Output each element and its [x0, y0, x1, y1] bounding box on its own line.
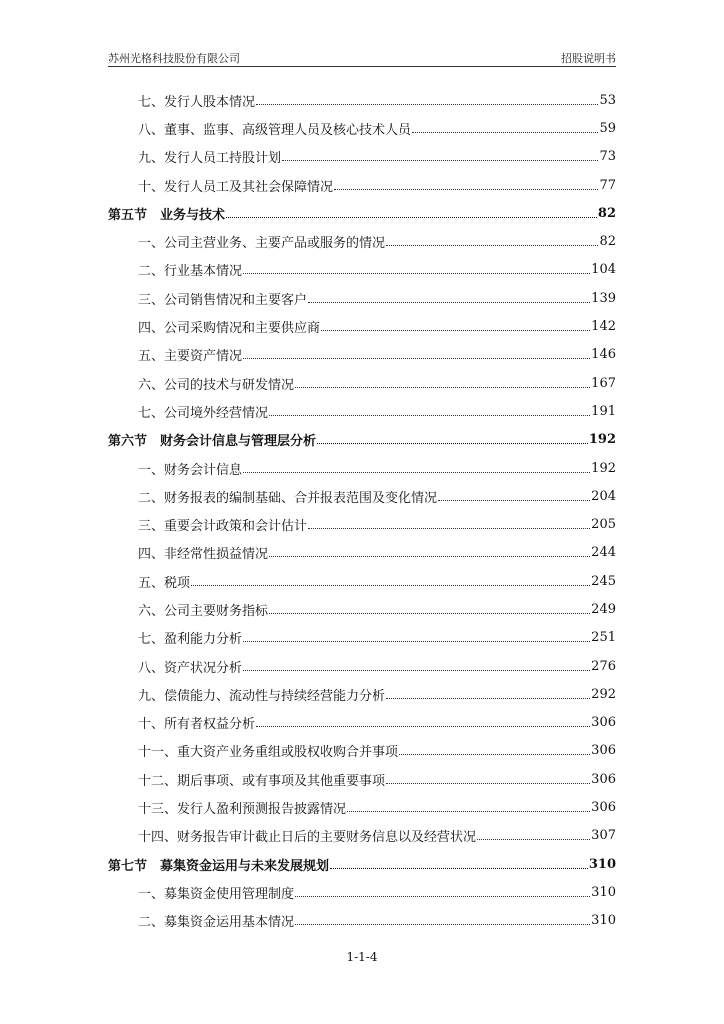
toc-entry-label: 二、行业基本情况 — [138, 264, 243, 280]
toc-entry-label: 二、财务报表的编制基础、合并报表范围及变化情况 — [138, 490, 438, 506]
toc-entry[interactable] — [108, 822, 616, 850]
dot-leader — [412, 132, 598, 133]
dot-leader — [347, 811, 590, 812]
toc-entry-page: 204 — [591, 488, 616, 504]
toc-entry[interactable] — [108, 454, 616, 482]
dot-leader — [399, 754, 590, 755]
toc-entry-label: 八、董事、监事、高级管理人员及核心技术人员 — [138, 122, 412, 138]
toc-entry[interactable] — [108, 341, 616, 369]
toc-entry-label: 第六节 财务会计信息与管理层分析 — [108, 434, 317, 450]
dot-leader — [191, 585, 590, 586]
toc-entry-page: 244 — [591, 545, 616, 561]
toc-entry-page: 191 — [591, 403, 616, 419]
toc-entry-page: 251 — [591, 630, 616, 646]
toc-entry-page: 167 — [591, 375, 616, 391]
dot-leader — [243, 670, 590, 671]
dot-leader — [269, 415, 590, 416]
toc-entry-page: 146 — [591, 347, 616, 363]
toc-entry-page: 59 — [599, 120, 616, 136]
toc-entry[interactable] — [108, 624, 616, 652]
toc-entry-page: 310 — [591, 884, 616, 900]
toc-entry-label: 七、发行人股本情况 — [138, 94, 256, 110]
toc-entry-label: 五、税项 — [138, 575, 191, 591]
toc-section-entry[interactable] — [108, 426, 616, 454]
header-rule — [108, 66, 616, 67]
toc-section-entry[interactable] — [108, 199, 616, 227]
toc-entry[interactable] — [108, 737, 616, 765]
toc-entry[interactable] — [108, 171, 616, 199]
toc-entry-label: 三、重要会计政策和会计估计 — [138, 519, 308, 535]
toc-entry-page: 307 — [591, 828, 616, 844]
toc-entry-page: 276 — [591, 658, 616, 674]
toc-entry[interactable] — [108, 709, 616, 737]
toc-entry[interactable] — [108, 793, 616, 821]
dot-leader — [386, 245, 598, 246]
toc-entry-label: 二、募集资金运用基本情况 — [138, 915, 295, 931]
dot-leader — [243, 641, 590, 642]
toc-entry-label: 第七节 募集资金运用与未来发展规划 — [108, 858, 330, 874]
company-name: 苏州光格科技股份有限公司 — [108, 52, 240, 65]
dot-leader — [256, 726, 590, 727]
dot-leader — [308, 302, 590, 303]
toc-entry-label: 七、公司境外经营情况 — [138, 405, 269, 421]
dot-leader — [243, 273, 590, 274]
toc-entry-label: 十四、财务报告审计截止日后的主要财务信息以及经营状况 — [138, 830, 477, 846]
dot-leader — [256, 104, 598, 105]
toc-entry-page: 310 — [591, 913, 616, 929]
toc-entry-page: 142 — [591, 319, 616, 335]
dot-leader — [282, 160, 598, 161]
dot-leader — [295, 387, 590, 388]
toc-entry-label: 十、所有者权益分析 — [138, 717, 256, 733]
toc-entry[interactable] — [108, 397, 616, 425]
toc-entry[interactable] — [108, 878, 616, 906]
dot-leader — [386, 783, 590, 784]
toc-entry[interactable] — [108, 369, 616, 397]
toc-entry-label: 八、资产状况分析 — [138, 660, 243, 676]
dot-leader — [243, 472, 590, 473]
dot-leader — [321, 330, 590, 331]
toc-entry-page: 245 — [591, 573, 616, 589]
toc-entry-page: 139 — [591, 290, 616, 306]
table-of-contents — [108, 86, 616, 935]
toc-entry[interactable] — [108, 907, 616, 935]
toc-entry-label: 一、募集资金使用管理制度 — [138, 886, 295, 902]
dot-leader — [308, 528, 590, 529]
toc-entry[interactable] — [108, 482, 616, 510]
toc-entry-label: 十一、重大资产业务重组或股权收购合并事项 — [138, 745, 399, 761]
dot-leader — [226, 217, 597, 218]
toc-entry[interactable] — [108, 765, 616, 793]
toc-entry-label: 一、财务会计信息 — [138, 462, 243, 478]
dot-leader — [295, 924, 590, 925]
toc-entry[interactable] — [108, 539, 616, 567]
toc-entry[interactable] — [108, 284, 616, 312]
page-header — [108, 48, 616, 66]
toc-entry[interactable] — [108, 595, 616, 623]
toc-entry[interactable] — [108, 652, 616, 680]
dot-leader — [317, 443, 588, 444]
toc-entry-page: 53 — [599, 92, 616, 108]
toc-entry-page: 205 — [591, 517, 616, 533]
toc-entry-page: 192 — [591, 460, 616, 476]
toc-entry-label: 五、主要资产情况 — [138, 349, 243, 365]
toc-entry-page: 104 — [591, 262, 616, 278]
page-number: 1-1-4 — [346, 950, 378, 964]
toc-entry[interactable] — [108, 510, 616, 538]
toc-entry-page: 292 — [591, 686, 616, 702]
document-type: 招股说明书 — [561, 52, 616, 65]
toc-entry-label: 六、公司的技术与研发情况 — [138, 377, 295, 393]
toc-entry-page: 82 — [597, 205, 616, 221]
dot-leader — [269, 613, 590, 614]
toc-entry[interactable] — [108, 143, 616, 171]
toc-entry-page: 77 — [599, 177, 616, 193]
dot-leader — [295, 896, 590, 897]
toc-entry-label: 第五节 业务与技术 — [108, 207, 226, 223]
toc-entry-page: 249 — [591, 601, 616, 617]
dot-leader — [334, 189, 598, 190]
dot-leader — [269, 556, 590, 557]
toc-entry-label: 三、公司销售情况和主要客户 — [138, 292, 308, 308]
toc-entry-page: 73 — [599, 149, 616, 165]
toc-entry[interactable] — [108, 680, 616, 708]
toc-entry-label: 七、盈利能力分析 — [138, 632, 243, 648]
toc-section-entry[interactable] — [108, 850, 616, 878]
toc-entry[interactable] — [108, 114, 616, 142]
toc-entry-label: 六、公司主要财务指标 — [138, 603, 269, 619]
toc-entry[interactable] — [108, 227, 616, 255]
toc-entry-page: 192 — [588, 432, 616, 448]
toc-entry-label: 九、偿债能力、流动性与持续经营能力分析 — [138, 688, 386, 704]
toc-entry-page: 82 — [599, 234, 616, 250]
dot-leader — [330, 868, 588, 869]
dot-leader — [477, 839, 590, 840]
toc-entry-label: 十、发行人员工及其社会保障情况 — [138, 179, 334, 195]
toc-entry-label: 九、发行人员工持股计划 — [138, 151, 282, 167]
dot-leader — [386, 698, 590, 699]
toc-entry-label: 四、非经常性损益情况 — [138, 547, 269, 563]
dot-leader — [438, 500, 590, 501]
toc-entry[interactable] — [108, 567, 616, 595]
toc-entry-label: 十三、发行人盈利预测报告披露情况 — [138, 802, 347, 818]
toc-entry-page: 306 — [591, 800, 616, 816]
toc-entry[interactable] — [108, 256, 616, 284]
toc-entry-page: 306 — [591, 743, 616, 759]
toc-entry-page: 310 — [588, 856, 616, 872]
toc-entry-page: 306 — [591, 771, 616, 787]
toc-entry-page: 306 — [591, 715, 616, 731]
toc-entry-label: 四、公司采购情况和主要供应商 — [138, 321, 321, 337]
toc-entry[interactable] — [108, 312, 616, 340]
dot-leader — [243, 358, 590, 359]
toc-entry-label: 十二、期后事项、或有事项及其他重要事项 — [138, 773, 386, 789]
toc-entry-label: 一、公司主营业务、主要产品或服务的情况 — [138, 236, 386, 252]
toc-entry[interactable] — [108, 86, 616, 114]
